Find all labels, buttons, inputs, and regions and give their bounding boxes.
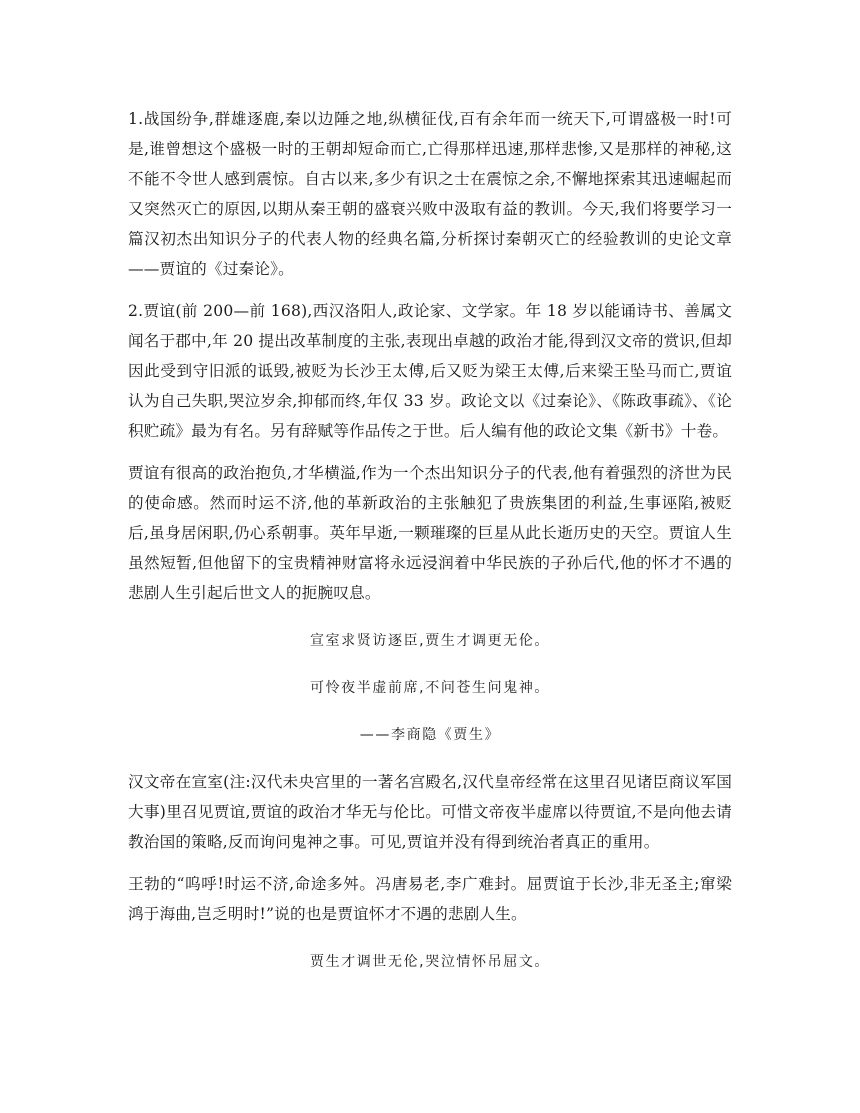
intro-paragraph: 1.战国纷争,群雄逐鹿,秦以边陲之地,纵横征伐,百有余年而一统天下,可谓盛极一时!可是,谁曾想这个盛极一时的王朝却短命而亡,亡得那样迅速,那样悲惨,又是那样的神秘,这不能不令世人感到震惊。自古以来,多少有识之士在震惊之余,不懈地探索其迅速崛起而又突然灭亡的原因,以期从秦王朝的盛衰兴败中汲取有益的教训。今天,我们将要学习一篇汉初杰出知识分子的代表人物的经典名篇,分析探讨秦朝灭亡的经验教训的史论文章——贾谊的《过秦论》。 [128, 110, 732, 278]
poem-line: 宣室求贤访逐臣,贾生才调更无伦。 [309, 633, 551, 649]
poem-explanation-paragraph: 汉文帝在宣室(注:汉代未央宫里的一著名宫殿名,汉代皇帝经常在这里召见诸臣商议军国大事)里召见贾谊,贾谊的政治才华无与伦比。可惜文帝夜半虚席以待贾谊,不是向他去请教治国的策略,反而询问鬼神之事。可见,贾谊并没有得到统治者真正的重用。 [128, 773, 732, 851]
author-ambition-paragraph: 贾谊有很高的政治抱负,才华横溢,作为一个杰出知识分子的代表,他有着强烈的济世为民的使命感。然而时运不济,他的革新政治的主张触犯了贵族集团的利益,生事诬陷,被贬后,虽身居闲职,仍心系朝事。英年早逝,一颗璀璨的巨星从此长逝历史的天空。贾谊人生虽然短暂,但他留下的宝贵精神财富将永远浸润着中华民族的子孙后代,他的怀才不遇的悲剧人生引起后世文人的扼腕叹息。 [128, 464, 732, 602]
document-page [128, 104, 732, 994]
author-bio-paragraph: 2.贾谊(前 200—前 168),西汉洛阳人,政论家、文学家。年 18 岁以能诵诗书、善属文闻名于郡中,年 20 提出改革制度的主张,表现出卓越的政治才能,得到汉文帝的赏识,但却因此受到守旧派的诋毁,被贬为长沙王太傅,后又贬为梁王太傅,后来梁王坠马而亡,贾谊认为自己失职,哭泣岁余,抑郁而终,年仅 33 岁。政论文以《过秦论》、《陈政事疏》、《论积贮疏》最为有名。另有辞赋等作品传之于世。后人编有他的政论文集《新书》十卷。 [128, 302, 732, 440]
wang-bo-quote-paragraph: 王勃的“呜呼!时运不济,命途多舛。冯唐易老,李广难封。屈贾谊于长沙,非无圣主;窜梁鸿于海曲,岂乏明时!”说的也是贾谊怀才不遇的悲剧人生。 [128, 875, 732, 923]
poem-line: 贾生才调世无伦,哭泣情怀吊屈文。 [309, 954, 551, 970]
poem-attribution: ——李商隐《贾生》 [359, 727, 501, 743]
poem-line: 可怜夜半虚前席,不问苍生问鬼神。 [309, 680, 551, 696]
